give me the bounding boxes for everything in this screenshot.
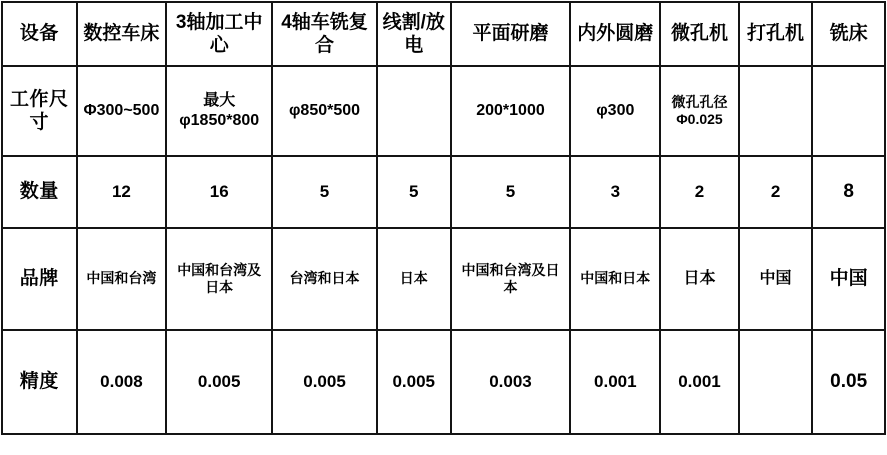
- equipment-name-wire-edm: 线割/放电: [377, 2, 451, 66]
- equipment-name-surface-grinding: 平面研磨: [451, 2, 571, 66]
- table-row-quantity: [2, 156, 885, 228]
- work-size-drilling-machine: [739, 66, 813, 156]
- row-label-quantity: 数量: [2, 156, 77, 228]
- equipment-name-microhole-machine: 微孔机: [660, 2, 739, 66]
- work-size-wire-edm: [377, 66, 451, 156]
- accuracy-surface-grinding: 0.003: [451, 330, 571, 434]
- quantity-3axis-mc: 16: [166, 156, 272, 228]
- work-size-3axis-mc: 最大φ1850*800: [166, 66, 272, 156]
- brand-3axis-mc: 中国和台湾及日本: [166, 228, 272, 330]
- equipment-name-drilling-machine: 打孔机: [739, 2, 813, 66]
- quantity-microhole-machine: 2: [660, 156, 739, 228]
- quantity-milling-machine: 8: [812, 156, 885, 228]
- equipment-spec-sheet: [0, 1, 887, 455]
- work-size-4axis-mill-turn: φ850*500: [272, 66, 377, 156]
- quantity-wire-edm: 5: [377, 156, 451, 228]
- equipment-name-internal-external-grinding: 内外圆磨: [570, 2, 660, 66]
- equipment-name-cnc-lathe: 数控车床: [77, 2, 167, 66]
- equipment-name-3axis-mc: 3轴加工中心: [166, 2, 272, 66]
- quantity-cnc-lathe: 12: [77, 156, 167, 228]
- accuracy-cnc-lathe: 0.008: [77, 330, 167, 434]
- brand-4axis-mill-turn: 台湾和日本: [272, 228, 377, 330]
- table-row-work-size: [2, 66, 885, 156]
- equipment-spec-table: [1, 1, 886, 435]
- work-size-internal-external-grinding: φ300: [570, 66, 660, 156]
- table-row-accuracy: [2, 330, 885, 434]
- work-size-milling-machine: [812, 66, 885, 156]
- brand-internal-external-grinding: 中国和日本: [570, 228, 660, 330]
- accuracy-wire-edm: 0.005: [377, 330, 451, 434]
- brand-microhole-machine: 日本: [660, 228, 739, 330]
- work-size-cnc-lathe: Φ300~500: [77, 66, 167, 156]
- quantity-4axis-mill-turn: 5: [272, 156, 377, 228]
- quantity-surface-grinding: 5: [451, 156, 571, 228]
- table-row-equipment: [2, 2, 885, 66]
- table-row-brand: [2, 228, 885, 330]
- brand-surface-grinding: 中国和台湾及日本: [451, 228, 571, 330]
- accuracy-milling-machine: 0.05: [812, 330, 885, 434]
- equipment-name-milling-machine: 铣床: [812, 2, 885, 66]
- accuracy-microhole-machine: 0.001: [660, 330, 739, 434]
- row-label-work-size: 工作尺寸: [2, 66, 77, 156]
- row-label-brand: 品牌: [2, 228, 77, 330]
- brand-cnc-lathe: 中国和台湾: [77, 228, 167, 330]
- brand-drilling-machine: 中国: [739, 228, 813, 330]
- equipment-name-4axis-mill-turn: 4轴车铣复合: [272, 2, 377, 66]
- brand-wire-edm: 日本: [377, 228, 451, 330]
- quantity-drilling-machine: 2: [739, 156, 813, 228]
- brand-milling-machine: 中国: [812, 228, 885, 330]
- accuracy-internal-external-grinding: 0.001: [570, 330, 660, 434]
- accuracy-3axis-mc: 0.005: [166, 330, 272, 434]
- accuracy-drilling-machine: [739, 330, 813, 434]
- accuracy-4axis-mill-turn: 0.005: [272, 330, 377, 434]
- quantity-internal-external-grinding: 3: [570, 156, 660, 228]
- row-label-accuracy: 精度: [2, 330, 77, 434]
- work-size-surface-grinding: 200*1000: [451, 66, 571, 156]
- work-size-microhole-machine: 微孔孔径Φ0.025: [660, 66, 739, 156]
- row-label-equipment: 设备: [2, 2, 77, 66]
